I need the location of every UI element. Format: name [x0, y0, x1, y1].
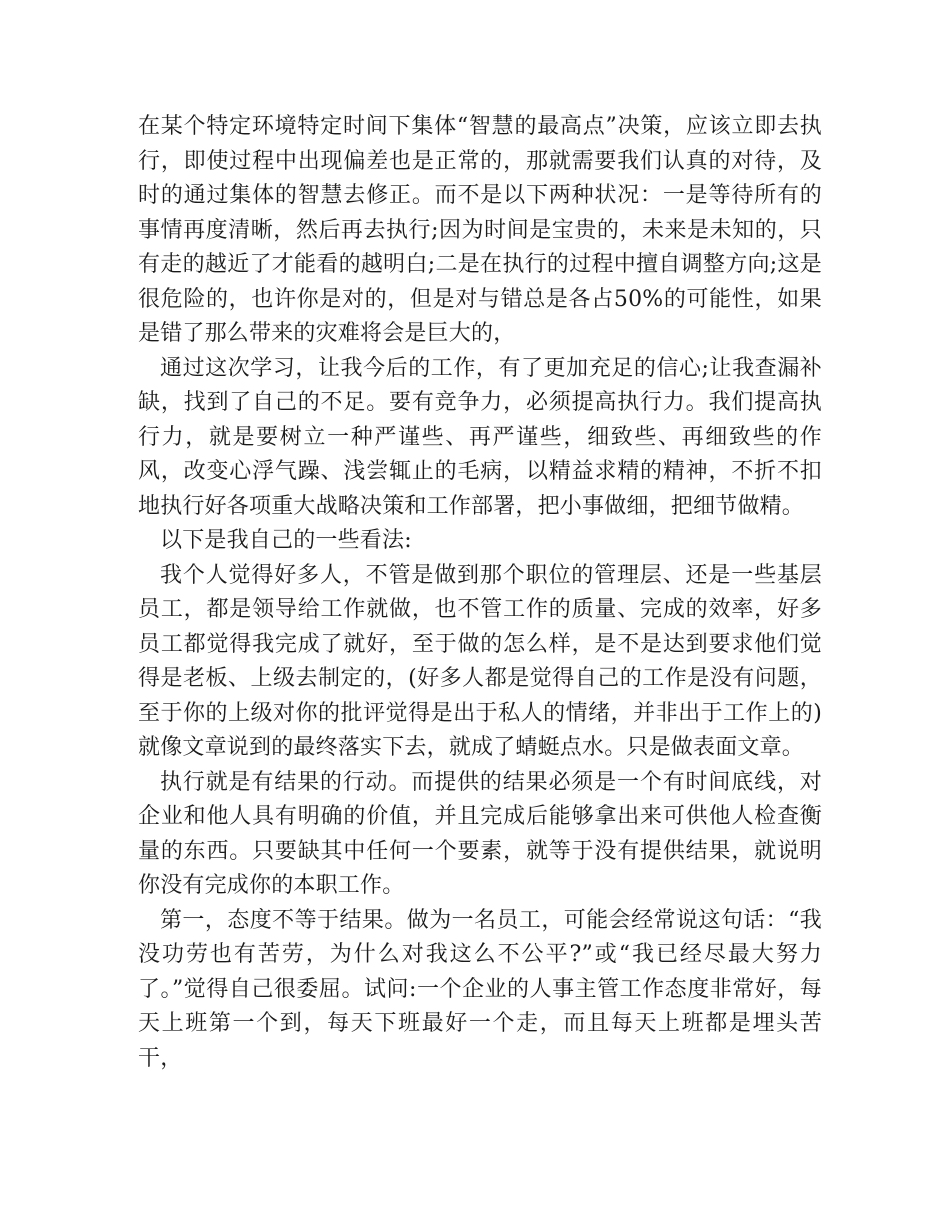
- paragraph-6: 第一，态度不等于结果。做为一名员工，可能会经常说这句话：“我没功劳也有苦劳，为什么对我这么不公平?”或“我已经尽最大努力了。”觉得自己很委屈。试问:一个企业的人事主管工作态度非常好，每天上班第一个到，每天下班最好一个走，而且每天上班都是埋头苦干，: [138, 907, 822, 1071]
- paragraph-4: 我个人觉得好多人，不管是做到那个职位的管理层、还是一些基层员工，都是领导给工作就做，也不管工作的质量、完成的效率，好多员工都觉得我完成了就好，至于做的怎么样，是不是达到要求他们觉得是老板、上级去制定的，(好多人都是觉得自己的工作是没有问题，至于你的上级对你的批评觉得是出于私人的情绪，并非出于工作上的)就像文章说到的最终落实下去，就成了蜻蜓点水。只是做表面文章。: [138, 562, 822, 760]
- paragraph-1: 在某个特定环境特定时间下集体“智慧的最高点”决策，应该立即去执行，即使过程中出现偏差也是正常的，那就需要我们认真的对待，及时的通过集体的智慧去修正。而不是以下两种状况：一是等待所有的事情再度清晰，然后再去执行;因为时间是宝贵的，未来是未知的，只有走的越近了才能看的越明白;二是在执行的过程中擅自调整方向;这是很危险的，也许你是对的，但是对与错总是各占50%的可能性，如果是错了那么带来的灾难将会是巨大的，: [138, 114, 822, 346]
- paragraph-3: 以下是我自己的一些看法:: [160, 528, 412, 553]
- paragraph-5: 执行就是有结果的行动。而提供的结果必须是一个有时间底线，对企业和他人具有明确的价值，并且完成后能够拿出来可供他人检查衡量的东西。只要缺其中任何一个要素，就等于没有提供结果，就说明你没有完成你的本职工作。: [138, 769, 822, 898]
- document-body: [138, 110, 822, 1076]
- paragraph-2: 通过这次学习，让我今后的工作，有了更加充足的信心;让我查漏补缺，找到了自己的不足。要有竞争力，必须提高执行力。我们提高执行力，就是要树立一种严谨些、再严谨些，细致些、再细致些的作风，改变心浮气躁、浅尝辄止的毛病，以精益求精的精神，不折不扣地执行好各项重大战略决策和工作部署，把小事做细，把细节做精。: [138, 355, 822, 519]
